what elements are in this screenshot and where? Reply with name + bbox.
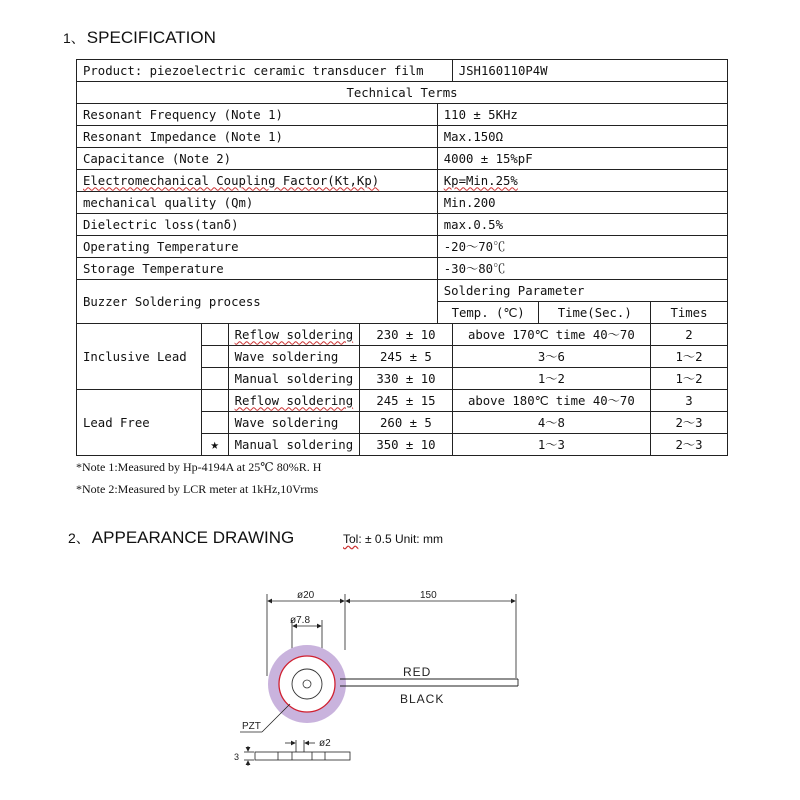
spec-row	[77, 126, 728, 148]
dim-lead-length: 150	[420, 590, 437, 601]
specification-table	[76, 59, 728, 456]
soldering-process-label: Buzzer Soldering process	[77, 280, 438, 324]
note-2: *Note 2:Measured by LCR meter at 1kHz,10Vrms	[76, 482, 319, 496]
spec-label: mechanical quality (Qm)	[77, 192, 438, 214]
spec-row	[77, 214, 728, 236]
spec-label: Storage Temperature	[77, 258, 438, 280]
method-cell: Wave soldering	[228, 346, 359, 368]
spec-label: Operating Temperature	[77, 236, 438, 258]
method-cell	[228, 324, 359, 346]
section-number: 1、	[63, 30, 85, 46]
spec-label: Capacitance (Note 2)	[77, 148, 438, 170]
spec-value: max.0.5%	[437, 214, 727, 236]
spec-label: Dielectric loss(tanδ)	[77, 214, 438, 236]
time-cell: 3～6	[452, 346, 650, 368]
spec-label-text: Electromechanical Coupling Factor(Kt,Kp)	[83, 173, 380, 188]
spec-label: Resonant Impedance (Note 1)	[77, 126, 438, 148]
marker-cell	[201, 346, 228, 368]
spec-row	[77, 192, 728, 214]
spec-row	[77, 258, 728, 280]
product-model: JSH160110P4W	[452, 60, 727, 82]
times-cell: 1～2	[650, 368, 727, 390]
spec-row	[77, 104, 728, 126]
time-cell: 4～8	[452, 412, 650, 434]
method-text: Reflow soldering	[234, 393, 354, 408]
wire-label-red: RED	[403, 665, 432, 679]
method-cell: Manual soldering	[228, 434, 359, 456]
time-cell: above 180℃ time 40～70	[452, 390, 650, 412]
soldering-header-row	[77, 280, 728, 302]
group-label-inclusive-lead: Inclusive Lead	[77, 324, 202, 390]
dim-hole-diameter: ø2	[319, 738, 331, 749]
time-cell: 1～2	[452, 368, 650, 390]
spec-value: 110 ± 5KHz	[437, 104, 727, 126]
times-cell: 1～2	[650, 346, 727, 368]
temp-cell: 260 ± 5	[360, 412, 453, 434]
soldering-row	[77, 390, 728, 412]
section-title-text: APPEARANCE DRAWING	[91, 528, 295, 547]
tolerance-note	[343, 532, 443, 546]
soldering-row	[77, 324, 728, 346]
method-cell	[228, 390, 359, 412]
side-view	[244, 740, 350, 766]
temp-cell: 245 ± 15	[360, 390, 453, 412]
technical-terms-row	[77, 82, 728, 104]
center-hole	[303, 680, 311, 688]
star-icon: ★	[201, 434, 228, 456]
marker-cell	[201, 412, 228, 434]
section-title-text: SPECIFICATION	[86, 28, 216, 47]
soldering-parameter-label: Soldering Parameter	[437, 280, 727, 302]
temp-header: Temp. (℃)	[437, 302, 539, 324]
tolerance-label: Tol	[343, 532, 359, 546]
time-cell: above 170℃ time 40～70	[452, 324, 650, 346]
method-cell: Manual soldering	[228, 368, 359, 390]
spec-value: -30～80℃	[437, 258, 727, 280]
spec-row	[77, 148, 728, 170]
temp-cell: 330 ± 10	[360, 368, 453, 390]
spec-value	[437, 170, 727, 192]
tolerance-value: : ± 0.5 Unit: mm	[358, 532, 443, 546]
method-cell: Wave soldering	[228, 412, 359, 434]
note-1: *Note 1:Measured by Hp-4194A at 25℃ 80%R. H	[76, 460, 322, 474]
times-cell: 2～3	[650, 434, 727, 456]
temp-cell: 230 ± 10	[360, 324, 453, 346]
technical-terms-header: Technical Terms	[77, 82, 728, 104]
spec-value: Min.200	[437, 192, 727, 214]
dim-outer-diameter: ø20	[297, 590, 315, 601]
temp-cell: 245 ± 5	[360, 346, 453, 368]
spec-value: 4000 ± 15%pF	[437, 148, 727, 170]
spec-value-text: Kp=Min.25%	[443, 173, 518, 188]
marker-cell	[201, 368, 228, 390]
lead-wires	[340, 679, 518, 686]
spec-label	[77, 170, 438, 192]
pzt-label: PZT	[242, 721, 261, 732]
time-cell: 1～3	[452, 434, 650, 456]
marker-cell	[201, 390, 228, 412]
times-cell: 2	[650, 324, 727, 346]
product-row	[77, 60, 728, 82]
times-cell: 2～3	[650, 412, 727, 434]
section-title-specification	[63, 28, 216, 48]
section-title-appearance-drawing	[68, 528, 294, 548]
temp-cell: 350 ± 10	[360, 434, 453, 456]
method-text: Reflow soldering	[234, 327, 354, 342]
section-number: 2、	[68, 530, 90, 546]
spec-row	[77, 236, 728, 258]
spec-label: Resonant Frequency (Note 1)	[77, 104, 438, 126]
time-header: Time(Sec.)	[539, 302, 651, 324]
group-label-lead-free: Lead Free	[77, 390, 202, 456]
spec-value: -20～70℃	[437, 236, 727, 258]
times-header: Times	[650, 302, 727, 324]
spec-value: Max.150Ω	[437, 126, 727, 148]
dim-inner-diameter: ø7.8	[290, 615, 311, 626]
dim-thickness: 3	[234, 752, 240, 762]
wire-label-black: BLACK	[400, 692, 445, 706]
times-cell: 3	[650, 390, 727, 412]
spec-row	[77, 170, 728, 192]
marker-cell	[201, 324, 228, 346]
product-label: Product: piezoelectric ceramic transducer film	[77, 60, 453, 82]
appearance-drawing	[230, 580, 530, 780]
